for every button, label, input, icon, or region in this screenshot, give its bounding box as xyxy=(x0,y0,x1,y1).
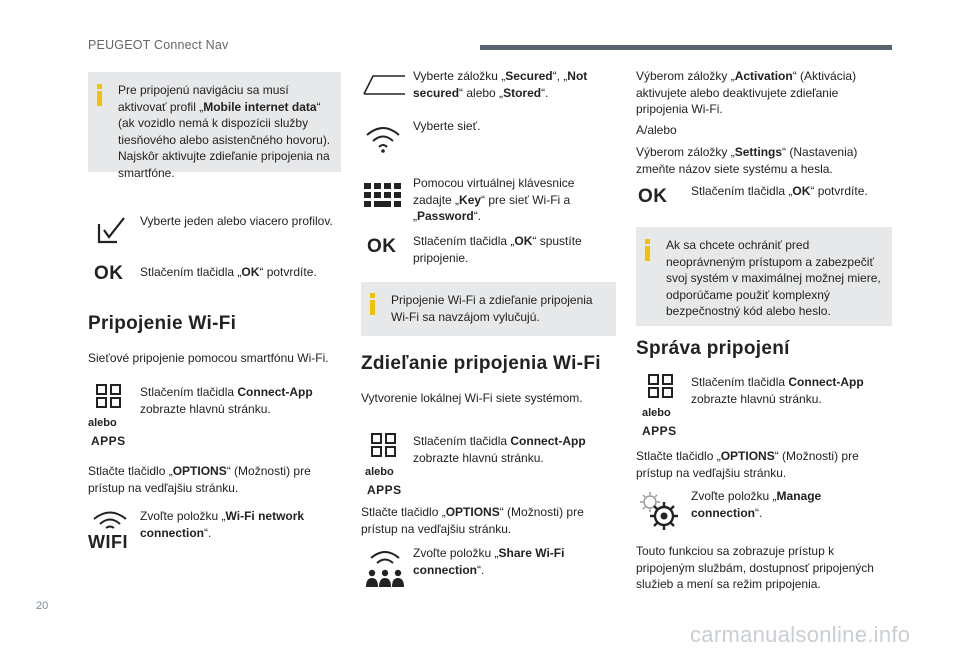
wifi-connection-text: Zvoľte položku „Wi-Fi network connection“. xyxy=(140,509,305,540)
share-wifi-text: Zvoľte položku „Share Wi-Fi connection“. xyxy=(413,546,565,577)
select-profiles-text: Vyberte jeden alebo viacero profilov. xyxy=(140,214,333,228)
ok-icon: OK xyxy=(638,186,668,207)
wifi-signal-icon xyxy=(365,124,401,154)
info-note xyxy=(88,72,341,180)
wifi-connection-row xyxy=(88,508,341,558)
share-wifi-icon xyxy=(365,549,405,593)
keyboard-icon xyxy=(364,183,404,213)
apps-button-label: APPS xyxy=(367,483,402,497)
or-label: alebo xyxy=(365,466,394,478)
confirm-ok-text: Stlačením tlačidla „OK“ potvrdíte. xyxy=(140,265,317,279)
ok-icon: OK xyxy=(367,236,397,257)
note-text: Ak sa chcete ochrániť pred neoprávneným prístupom a zabezpečiť svoj systém v maximálnej možnej miere, odporúčame použiť komplexný bezpečnostný kód alebo heslo. xyxy=(666,238,881,318)
watermark: carmanualsonline.info xyxy=(690,622,911,647)
apps-grid-icon xyxy=(96,384,122,408)
manage-connection-row xyxy=(636,488,892,533)
checkbox-check-icon xyxy=(94,212,134,252)
closing-text: Touto funkciou sa zobrazuje prístup k pripojeným službám, dostupnosť pripojených služieb a mení sa režim pripojenia. xyxy=(636,544,874,591)
gear-settings-icon xyxy=(638,490,682,534)
info-note xyxy=(636,227,892,326)
ok-icon: OK xyxy=(94,263,124,284)
apps-grid-icon xyxy=(371,433,397,457)
info-icon xyxy=(370,293,375,315)
or-text: A/alebo xyxy=(636,123,677,137)
connect-app-text: Stlačením tlačidla Connect-App zobrazte hlavnú stránku. xyxy=(140,385,313,416)
or-label: alebo xyxy=(88,417,117,429)
section-heading-wifi-sharing: Zdieľanie pripojenia Wi-Fi xyxy=(361,353,601,374)
connect-app-text: Stlačením tlačidla Connect-App zobrazte hlavnú stránku. xyxy=(691,375,864,406)
or-label: alebo xyxy=(642,407,671,419)
apps-button-label: APPS xyxy=(91,434,126,448)
activation-text: Výberom záložky „Activation“ (Aktivácia) aktivujete alebo deaktivujete zdieľanie pripojenia Wi-Fi. xyxy=(636,69,857,116)
info-icon xyxy=(645,239,650,261)
wifi-label: WIFI xyxy=(88,532,128,552)
connect-app-row xyxy=(636,374,892,444)
manage-connection-text: Zvoľte položku „Manage connection“. xyxy=(691,489,822,520)
start-connection-text: Stlačením tlačidla „OK“ spustíte pripojenie. xyxy=(413,234,582,265)
header-title: PEUGEOT Connect Nav xyxy=(88,38,229,52)
select-tab-text: Vyberte záložku „Secured“, „Not secured“ alebo „Stored“. xyxy=(413,69,588,100)
settings-text: Výberom záložky „Settings“ (Nastavenia) zmeňte názov siete systému a hesla. xyxy=(636,145,858,176)
wifi-intro: Sieťové pripojenie pomocou smartfónu Wi-Fi. xyxy=(88,351,329,365)
note-text: Pre pripojenú navigáciu sa musí aktivovať profil „Mobile internet data“ (ak vozidlo nemá k dispozícii služby tiesňového alebo asistenčného hovoru). Najskôr aktivujte zdieľanie pripojenia na smartfóne. xyxy=(118,83,331,180)
confirm-ok-text: Stlačením tlačidla „OK“ potvrdíte. xyxy=(691,184,868,198)
connect-app-text: Stlačením tlačidla Connect-App zobrazte hlavnú stránku. xyxy=(413,434,586,465)
apps-grid-icon xyxy=(648,374,674,398)
share-wifi-row xyxy=(361,545,616,595)
options-text: Stlačte tlačidlo „OPTIONS“ (Možnosti) pre prístup na vedľajšiu stránku. xyxy=(636,449,859,480)
connect-app-row xyxy=(361,433,616,503)
note-text: Pripojenie Wi-Fi a zdieľanie pripojenia Wi-Fi sa navzájom vylučujú. xyxy=(391,293,593,324)
info-note xyxy=(361,282,616,336)
section-heading-wifi: Pripojenie Wi-Fi xyxy=(88,313,237,334)
keyboard-text: Pomocou virtuálnej klávesnice zadajte „Key“ pre sieť Wi-Fi a „Password“. xyxy=(413,176,575,223)
tab-icon xyxy=(363,72,407,102)
options-text: Stlačte tlačidlo „OPTIONS“ (Možnosti) pre prístup na vedľajšiu stránku. xyxy=(361,505,584,536)
apps-button-label: APPS xyxy=(642,424,677,438)
select-network-text: Vyberte sieť. xyxy=(413,119,481,133)
wifi-icon xyxy=(90,510,130,530)
connect-app-row xyxy=(88,384,341,454)
section-heading-connection-management: Správa pripojení xyxy=(636,338,790,359)
sharing-intro: Vytvorenie lokálnej Wi-Fi siete systémom. xyxy=(361,391,583,405)
page-number: 20 xyxy=(36,600,49,612)
options-text: Stlačte tlačidlo „OPTIONS“ (Možnosti) pre prístup na vedľajšiu stránku. xyxy=(88,464,311,495)
info-icon xyxy=(97,84,102,106)
header-bar xyxy=(480,45,892,50)
